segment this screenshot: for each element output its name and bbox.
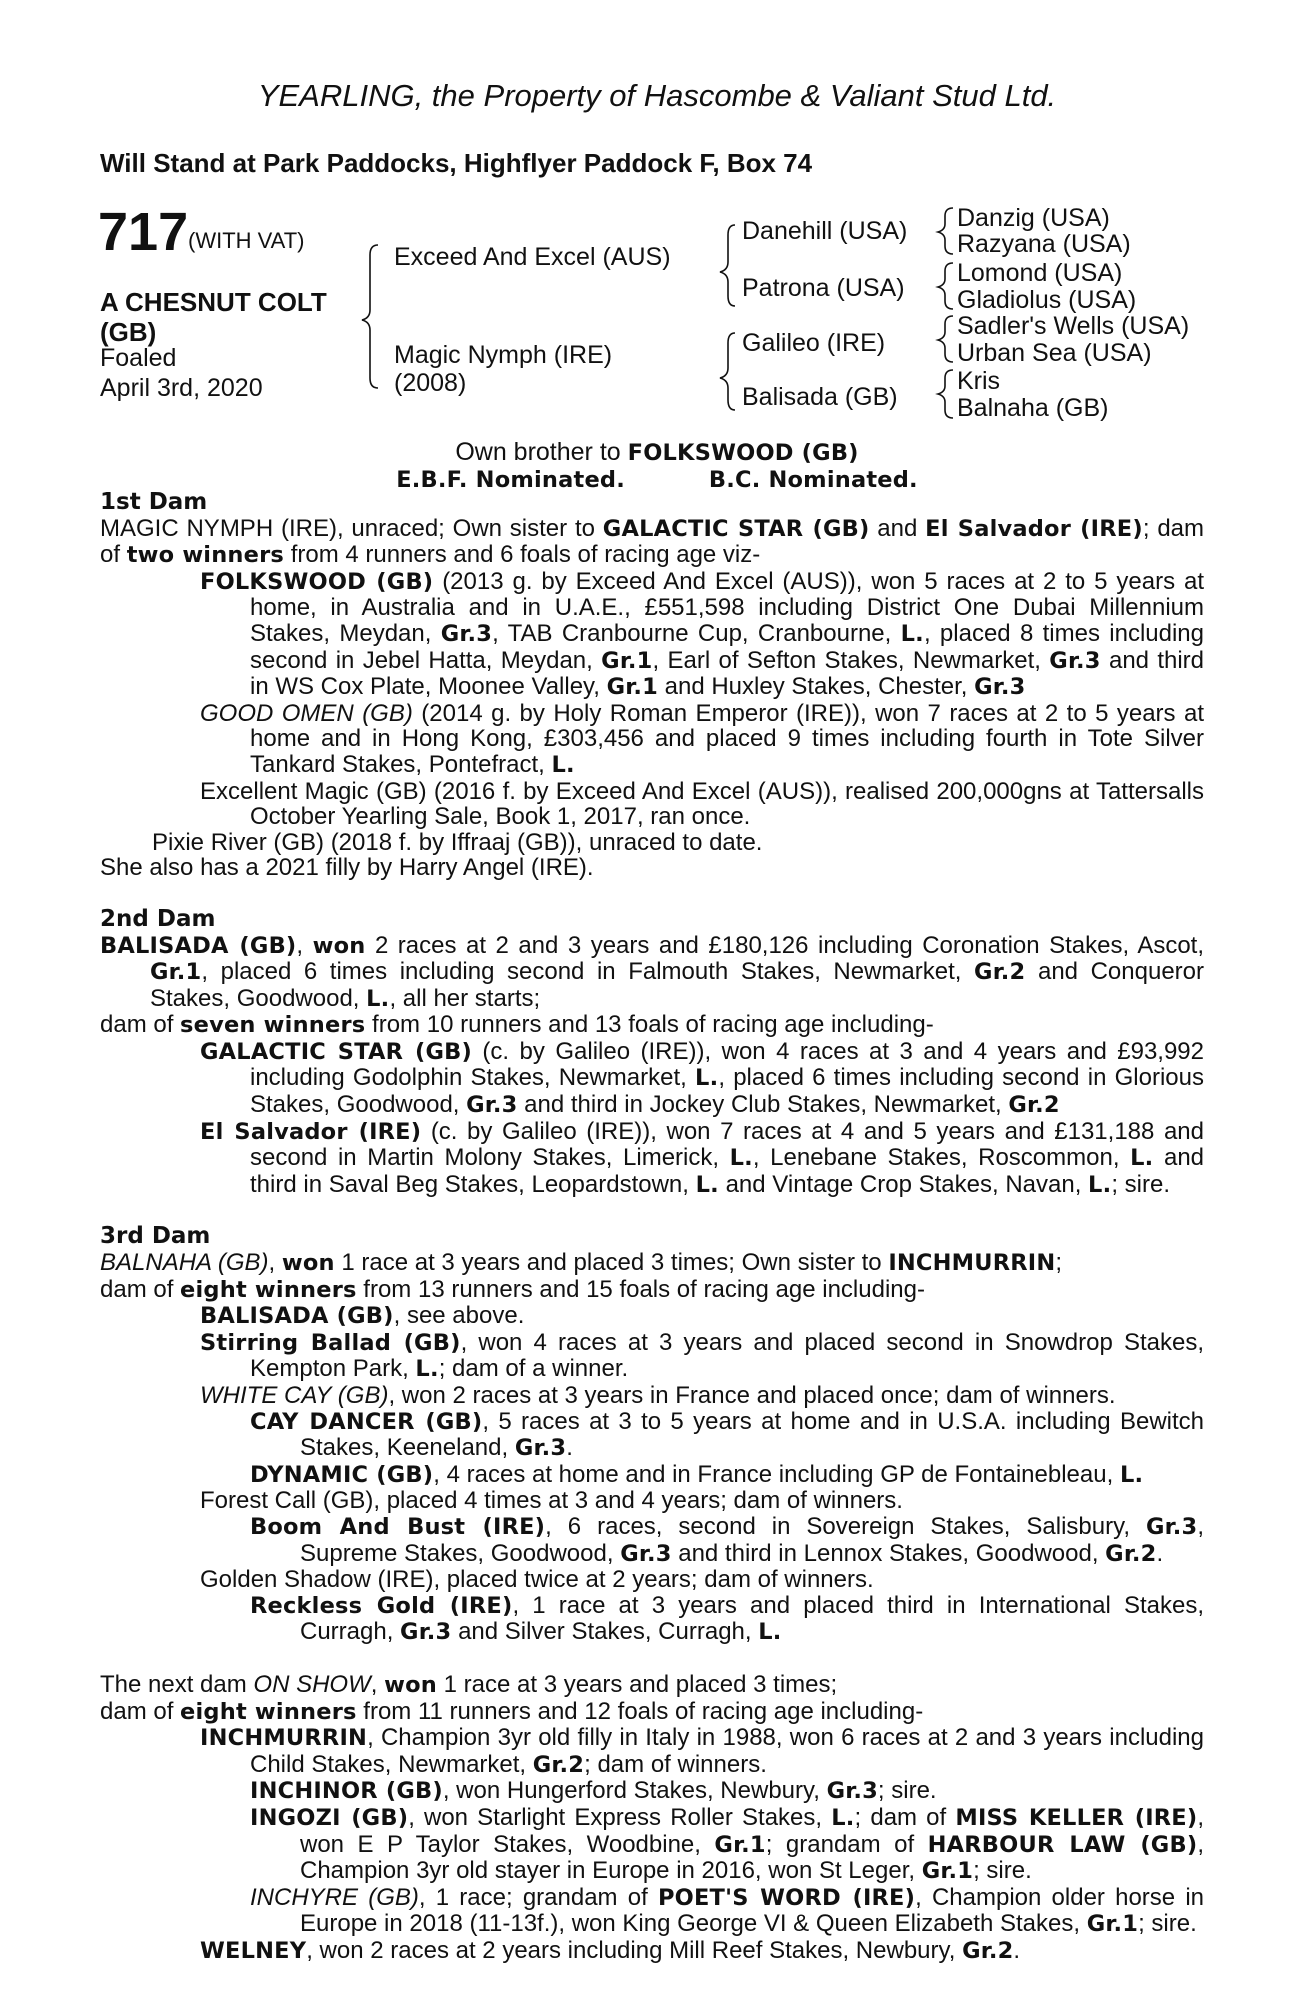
entry-cay-dancer: CAY DANCER (GB), 5 races at 3 to 5 years at home and in U.S.A. including Bewitch Stakes, Keeneland, Gr.3. bbox=[250, 1407, 1204, 1462]
pedigree-g2: Razyana (USA) bbox=[957, 230, 1131, 258]
entry-stirring-ballad: Stirring Ballad (GB), won 4 races at 3 years and placed second in Snowdrop Stakes, Kempton Park, L.; dam of a winner. bbox=[200, 1328, 1204, 1383]
entry-dynamic: DYNAMIC (GB), 4 races at home and in France including GP de Fontainebleau, L. bbox=[250, 1460, 1144, 1488]
second-dam-intro: BALISADA (GB), won 2 races at 2 and 3 years and £180,126 including Coronation Stakes, Ascot, Gr.1, placed 6 times including second in Falmouth Stakes, Newmarket, Gr.2 and Conqueror Stakes, Goodwood, L., all her starts; bbox=[100, 931, 1205, 1012]
entry-inchyre: INCHYRE (GB), 1 race; grandam of POET'S WORD (IRE), Champion older horse in Europe in 2018 (11-13f.), won King George VI & Queen Elizabeth Stakes, Gr.1; sire. bbox=[250, 1883, 1205, 1938]
entry-inchinor: INCHINOR (GB), won Hungerford Stakes, Newbury, Gr.3; sire. bbox=[250, 1777, 937, 1805]
entry-reckless-gold: Reckless Gold (IRE), 1 race at 3 years and placed third in International Stakes, Curragh, Gr.3 and Silver Stakes, Curragh, L. bbox=[250, 1591, 1204, 1646]
entry-ingozi: INGOZI (GB), won Starlight Express Roller Stakes, L.; dam of MISS KELLER (IRE), won E P Taylor Stakes, Woodbine, Gr.1; grandam of HARBOUR LAW (GB), Champion 3yr old stayer in Europe in 2016, won St Leger, Gr.1; sire. bbox=[250, 1803, 1205, 1885]
pedigree-dam-year: (2008) bbox=[394, 369, 467, 397]
pedigree-g5: Sadler's Wells (USA) bbox=[957, 312, 1190, 340]
entry-excellent-magic: Excellent Magic (GB) (2016 f. by Exceed And Excel (AUS)), realised 200,000gns at Tattersalls October Yearling Sale, Book 1, 2017, ran once. bbox=[200, 777, 1204, 831]
bc-nomination: B.C. Nominated. bbox=[708, 467, 918, 493]
pedigree-dam-sire: Galileo (IRE) bbox=[742, 329, 886, 357]
entry-el-salvador: El Salvador (IRE) (c. by Galileo (IRE)), won 7 races at 4 and 5 years and £131,188 and second in Martin Molony Stakes, Limerick, L., Lenebane Stakes, Roscommon, L. and third in Saval Beg Stakes, Leopardstown, L. and Vintage Crop Stakes, Navan, L.; sire. bbox=[200, 1117, 1205, 1198]
vat-note: (WITH VAT) bbox=[188, 228, 305, 253]
second-dam-heading: 2nd Dam bbox=[100, 905, 216, 932]
pedigree-brackets bbox=[0, 0, 1314, 440]
pedigree-notes bbox=[100, 490, 1204, 1964]
pedigree-sire: Exceed And Excel (AUS) bbox=[394, 243, 671, 271]
entry-welney: WELNEY, won 2 races at 2 years including Mill Reef Stakes, Newbury, Gr.2. bbox=[200, 1936, 1021, 1964]
pedigree-g1: Danzig (USA) bbox=[957, 204, 1110, 232]
pedigree-sire-sire: Danehill (USA) bbox=[742, 217, 908, 245]
pedigree-sire-dam: Patrona (USA) bbox=[742, 274, 905, 302]
third-dam-intro: BALNAHA (GB), won 1 race at 3 years and placed 3 times; Own sister to INCHMURRIN; bbox=[100, 1249, 1063, 1277]
pedigree-g6: Urban Sea (USA) bbox=[957, 339, 1152, 367]
pedigree-dam-dam: Balisada (GB) bbox=[742, 383, 898, 411]
third-dam-heading: 3rd Dam bbox=[100, 1223, 211, 1250]
lot-description-line-2: (GB) bbox=[100, 317, 157, 347]
lot-description-line-1: A CHESNUT COLT bbox=[100, 287, 327, 317]
pedigree-g3: Lomond (USA) bbox=[957, 259, 1123, 287]
pedigree-dam: Magic Nymph (IRE) bbox=[394, 341, 613, 369]
entry-good-omen: GOOD OMEN (GB) (2014 g. by Holy Roman Emperor (IRE)), won 7 races at 2 to 5 years at home and in Hong Kong, £303,456 and placed 9 times including fourth in Tote Silver Tankard Stakes, Pontefract, L. bbox=[200, 699, 1204, 778]
pedigree-g7: Kris bbox=[957, 367, 1001, 395]
own-brother-note: Own brother to FOLKSWOOD (GB) bbox=[455, 438, 859, 466]
lot-number: 717 bbox=[98, 202, 189, 262]
stand-location: Will Stand at Park Paddocks, Highflyer Paddock F, Box 74 bbox=[100, 148, 813, 178]
next-dam-produce: dam of eight winners from 11 runners and 12 foals of racing age including- bbox=[100, 1697, 924, 1725]
pedigree-g8: Balnaha (GB) bbox=[957, 394, 1109, 422]
second-dam-produce: dam of seven winners from 10 runners and 13 foals of racing age including- bbox=[100, 1011, 934, 1039]
entry-golden-shadow: Golden Shadow (IRE), placed twice at 2 years; dam of winners. bbox=[200, 1566, 874, 1594]
entry-inchmurrin: INCHMURRIN, Champion 3yr old filly in Italy in 1988, won 6 races at 2 and 3 years including Child Stakes, Newmarket, Gr.2; dam of winners. bbox=[200, 1724, 1204, 1778]
entry-white-cay: WHITE CAY (GB), won 2 races at 3 years in France and placed once; dam of winners. bbox=[200, 1382, 1116, 1409]
first-dam-also: She also has a 2021 filly by Harry Angel (IRE). bbox=[100, 854, 594, 882]
pedigree-g4: Gladiolus (USA) bbox=[957, 286, 1137, 314]
entry-pixie-river: Pixie River (GB) (2018 f. by Iffraaj (GB)), unraced to date. bbox=[152, 828, 763, 856]
third-dam-produce: dam of eight winners from 13 runners and 15 foals of racing age including- bbox=[100, 1275, 925, 1303]
entry-folkswood: FOLKSWOOD (GB) (2013 g. by Exceed And Excel (AUS)), won 5 races at 2 to 5 years at home, in Australia and in U.A.E., £551,598 including District One Dubai Millennium Stakes, Meydan, Gr.3, TAB Cranbourne Cup, Cranbourne, L., placed 8 times including second in Jebel Hatta, Meydan, Gr.1, Earl of Sefton Stakes, Newmarket, Gr.3 and third in WS Cox Plate, Moonee Valley, Gr.1 and Huxley Stakes, Chester, Gr.3 bbox=[200, 567, 1205, 701]
foaled-label: Foaled bbox=[100, 344, 177, 372]
entry-forest-call: Forest Call (GB), placed 4 times at 3 and 4 years; dam of winners. bbox=[200, 1487, 903, 1515]
next-dam-intro: The next dam ON SHOW, won 1 race at 3 years and placed 3 times; bbox=[100, 1670, 838, 1698]
own-brother-name: FOLKSWOOD (GB) bbox=[627, 440, 859, 466]
first-dam-heading: 1st Dam bbox=[100, 489, 208, 515]
page-title: YEARLING, the Property of Hascombe & Valiant Stud Ltd. bbox=[257, 78, 1057, 113]
ebf-nomination: E.B.F. Nominated. bbox=[396, 467, 625, 493]
first-dam-intro: MAGIC NYMPH (IRE), unraced; Own sister to GALACTIC STAR (GB) and El Salvador (IRE); dam of two winners from 4 runners and 6 foals of racing age viz- bbox=[100, 514, 1204, 569]
foaled-value: April 3rd, 2020 bbox=[100, 374, 263, 402]
entry-galactic-star: GALACTIC STAR (GB) (c. by Galileo (IRE)), won 4 races at 3 and 4 years and £93,992 including Godolphin Stakes, Newmarket, L., placed 6 times including second in Glorious Stakes, Goodwood, Gr.3 and third in Jockey Club Stakes, Newmarket, Gr.2 bbox=[200, 1037, 1205, 1119]
entry-boom-and-bust: Boom And Bust (IRE), 6 races, second in Sovereign Stakes, Salisbury, Gr.3, Supreme Stakes, Goodwood, Gr.3 and third in Lennox Stakes, Goodwood, Gr.2. bbox=[250, 1512, 1205, 1567]
entry-balisada: BALISADA (GB), see above. bbox=[200, 1302, 525, 1330]
